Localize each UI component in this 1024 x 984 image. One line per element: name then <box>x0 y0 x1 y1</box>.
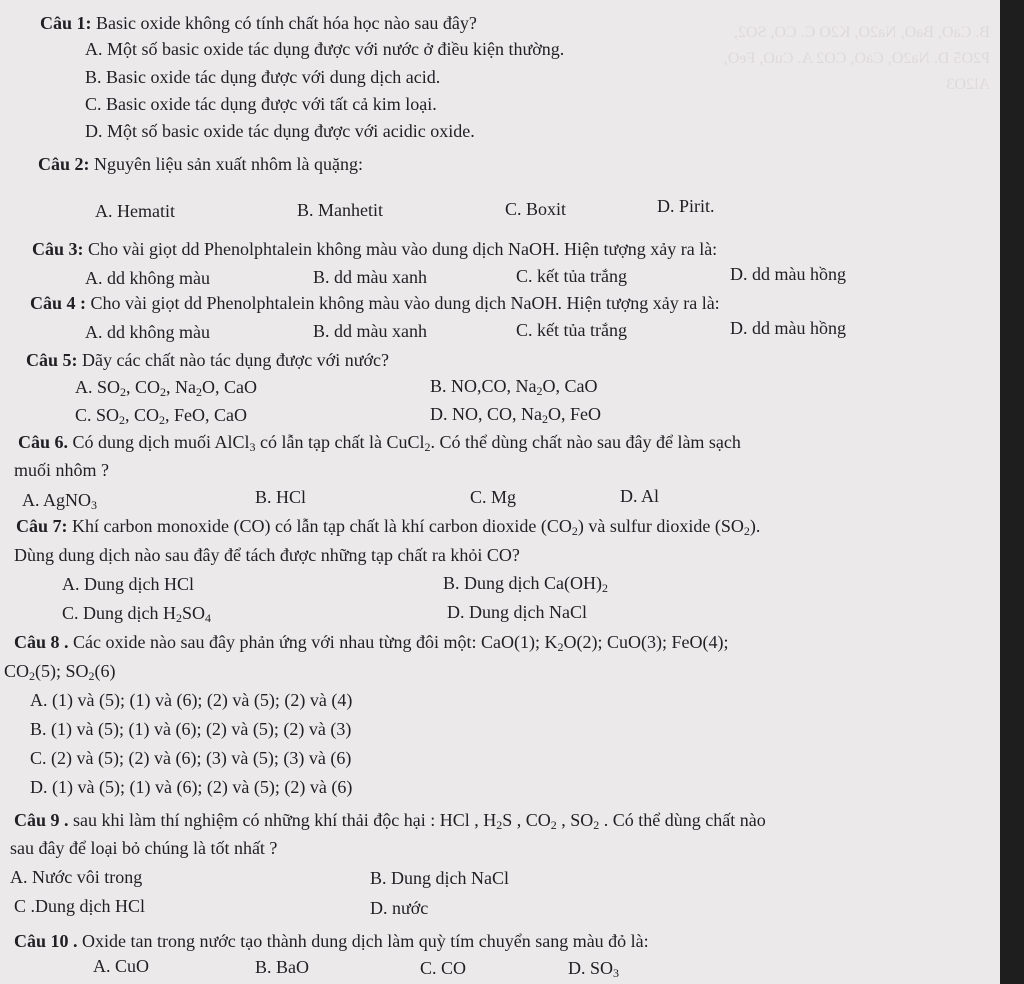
q5-option-a: A. $SO_2$, $CO_2$, $Na_2O$, CaO <box>75 377 258 399</box>
q5-option-d: D. NO, CO, $Na_2O$, FeO <box>430 404 601 426</box>
q1-option-b: B. Basic oxide tác dụng được với dung dịch acid. <box>85 67 441 87</box>
q8-option-b: B. (1) và (5); (1) và (6); (2) và (5); (2) và (3) <box>30 719 352 739</box>
q3-option-a: A. dd không màu <box>85 268 210 288</box>
q8-option-a: A. (1) và (5); (1) và (6); (2) và (5); (2) và (4) <box>30 690 353 710</box>
question-7: Câu 7: Khí carbon monoxide (CO) có lẫn tạp chất là khí carbon dioxide $(CO_2)$ và sulfur dioxide $(SO_2)$. <box>16 516 761 538</box>
q10-option-d: D. $SO_3$ <box>568 958 620 980</box>
question-7-continued: Dùng dung dịch nào sau đây để tách được những tạp chất ra khỏi CO? <box>14 545 520 565</box>
question-10: Câu 10 . Oxide tan trong nước tạo thành dung dịch làm quỳ tím chuyển sang màu đỏ là: <box>14 931 649 951</box>
question-9: Câu 9 . sau khi làm thí nghiệm có những khí thải độc hại : HCl , $H_2S$ , $CO_2$ , $SO_2$ . Có thể dùng chất nào <box>14 810 766 832</box>
question-6: Câu 6. Có dung dịch muối AlCl$_3$ có lẫn tạp chất là CuCl$_2$. Có thể dùng chất nào sau đây để làm sạch <box>18 432 741 454</box>
q4-option-d: D. dd màu hồng <box>730 318 846 338</box>
question-8: Câu 8 . Các oxide nào sau đây phản ứng với nhau từng đôi một: CaO(1); $K_2O(2)$; CuO(3); FeO(4); <box>14 632 729 654</box>
q10-option-a: A. CuO <box>93 956 150 976</box>
dark-background-edge <box>1000 0 1024 984</box>
question-4: Câu 4 : Cho vài giọt dd Phenolphtalein không màu vào dung dịch NaOH. Hiện tượng xảy ra là: <box>30 293 720 313</box>
q4-option-a: A. dd không màu <box>85 322 210 342</box>
q4-option-b: B. dd màu xanh <box>313 321 427 341</box>
q1-option-a: A. Một số basic oxide tác dụng được với nước ở điều kiện thường. <box>85 39 565 59</box>
question-3: Câu 3: Cho vài giọt dd Phenolphtalein không màu vào dung dịch NaOH. Hiện tượng xảy ra là: <box>32 239 718 259</box>
q4-option-c: C. kết tủa trắng <box>516 320 627 340</box>
q8-option-c: C. (2) và (5); (2) và (6); (3) và (5); (3) và (6) <box>30 748 352 768</box>
q6-option-a: A. AgNO$_3$ <box>22 490 98 512</box>
q8-option-d: D. (1) và (5); (1) và (6); (2) và (5); (2) và (6) <box>30 777 353 797</box>
q9-option-a: A. Nước vôi trong <box>10 867 143 887</box>
q2-option-c: C. Boxit <box>505 199 567 219</box>
q10-option-b: B. BaO <box>255 957 309 977</box>
q7-option-d: D. Dung dịch NaCl <box>447 602 587 622</box>
q10-option-c: C. CO <box>420 958 467 978</box>
q5-option-c: C. $SO_2$, $CO_2$, FeO, CaO <box>75 405 248 427</box>
q9-option-b: B. Dung dịch NaCl <box>370 868 509 888</box>
q2-option-a: A. Hematit <box>95 201 175 221</box>
question-6-continued: muối nhôm ? <box>14 460 109 480</box>
q3-option-d: D. dd màu hồng <box>730 264 846 284</box>
q9-option-c: C .Dung dịch HCl <box>14 896 146 916</box>
q6-option-b: B. HCl <box>255 487 307 507</box>
question-5: Câu 5: Dãy các chất nào tác dụng được với nước? <box>26 350 389 370</box>
q5-option-b: B. NO,CO, $Na_2O$, CaO <box>430 376 598 398</box>
q7-option-c: C. Dung dịch $H_2SO_4$ <box>62 603 212 625</box>
q3-option-c: C. kết tủa trắng <box>516 266 627 286</box>
q6-option-d: D. Al <box>620 486 660 506</box>
q3-option-b: B. dd màu xanh <box>313 267 427 287</box>
q7-option-a: A. Dung dịch HCl <box>62 574 194 594</box>
question-8-continued: $CO_2(5)$; $SO_2(6)$ <box>4 661 116 683</box>
q1-option-c: C. Basic oxide tác dụng được với tất cả kim loại. <box>85 94 437 114</box>
question-9-continued: sau đây để loại bỏ chúng là tốt nhất ? <box>10 838 278 858</box>
q2-option-b: B. Manhetit <box>297 200 383 220</box>
q9-option-d: D. nước <box>370 898 429 918</box>
question-2: Câu 2: Nguyên liệu sản xuất nhôm là quặng: <box>38 154 363 174</box>
q7-option-b: B. Dung dịch $Ca(OH)_2$ <box>443 573 608 595</box>
bleed-through-text: B. CaO, BaO, Na2O, K2O C. CO, SO2, P2O5 D. Na2O, CaO, CO2 A. CuO, FeO, Al2O3 <box>723 24 990 93</box>
q6-option-c: C. Mg <box>470 487 517 507</box>
question-1: Câu 1: Basic oxide không có tính chất hóa học nào sau đây? <box>40 13 477 33</box>
q2-option-d: D. Pirit. <box>657 196 715 216</box>
q1-option-d: D. Một số basic oxide tác dụng được với acidic oxide. <box>85 121 475 141</box>
